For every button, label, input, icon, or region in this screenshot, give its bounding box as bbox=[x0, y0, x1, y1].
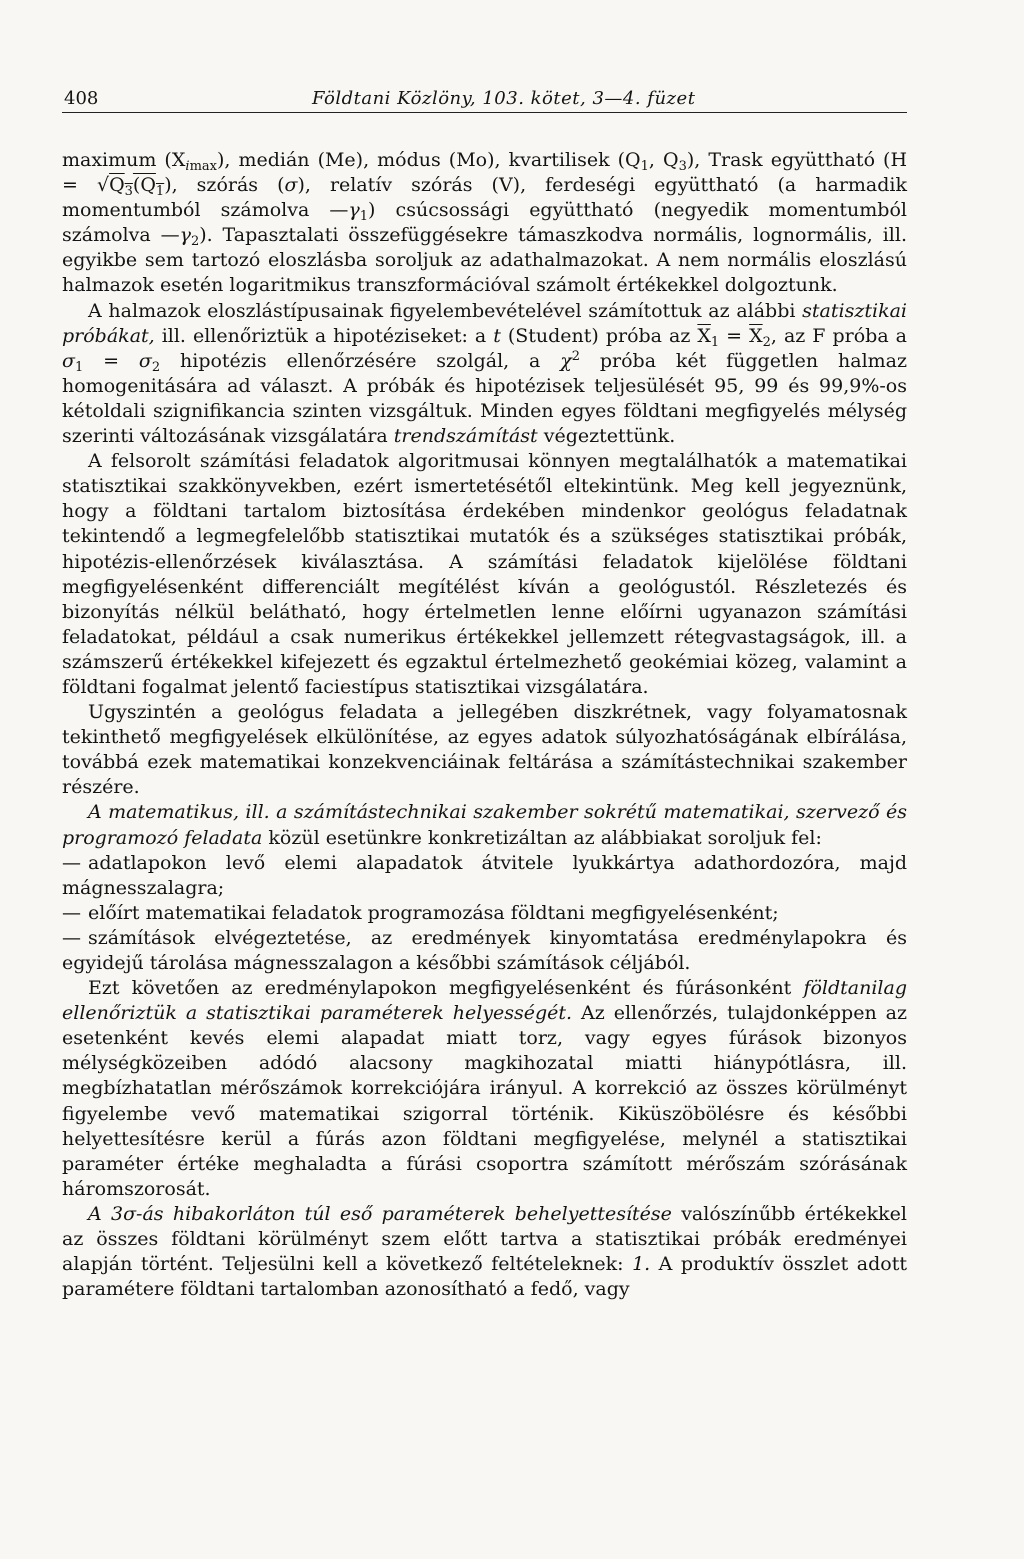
journal-title: Földtani Közlöny, 103. kötet, 3—4. füzet bbox=[312, 88, 696, 109]
paragraph-statistical-tests: A halmazok eloszlástípusainak figyelembevételével számítottuk az alábbi statisztikai próbákat, ill. ellenőriztük a hipotéziseket: a t (Student) próba az $\overline{X}_1 = \overline{X}_2$, az F próba a $\sigma_1 = \sigma_2$ hipotézis ellenőrzésére szolgál, a $\chi^2$ próba két független halmaz homogenitására ad választ. A próbák és hipotézisek teljesülését 95, 99 és 99,9%-os kétoldali szignifikancia szinten vizsgáltuk. Minden egyes földtani megfigyelés mélység szerinti változásának vizsgálatára trendszámítást végeztettünk. bbox=[62, 299, 908, 448]
list-item bbox=[62, 851, 907, 901]
list-item-text: előírt matematikai feladatok programozása földtani megfigyelésenként; bbox=[88, 901, 779, 924]
paragraph-substitution: A 3σ-ás hibakorláton túl eső paraméterek behelyettesítése valószínűbb értékekkel az összes földtani körülményt szem előtt tartva a statisztikai próbák eredményei alapján történt. Teljesülni kell a következő feltételeknek: 1. A produktív összlet adott paramétere földtani tartalomban azonosítható a fedő, vagy bbox=[62, 1202, 907, 1301]
paragraph-algorithms: A felsorolt számítási feladatok algoritmusai könnyen megtalálhatók a matematikai statisztikai szakkönyvekben, ezért ismertetésétől eltekintünk. Meg kell jegyeznünk, hogy a földtani tartalom biztosítása érdekében mindenkor geológus feladatnak tekintendő a legmegfelelőbb statisztikai mutatók és a szükséges statisztikai próbák, hipotézis-ellenőrzések kiválasztása. A számítási feladatok kijelölése földtani megfigyelésenként differenciált megítélést kíván a geológustól. Részletezés és bizonyítás nélkül belátható, hogy értelmetlen lenne előírni ugyanazon számítási feladatokat, például a csak numerikus értékekkel jellemzett rétegvastagságok, ill. a számszerű értékekkel kifejezett és egzaktul értelmezhető geokémiai közeg, valamint a földtani fogalmat jelentő faciestípus statisztikai vizsgálatára. bbox=[62, 450, 907, 698]
dash-marker: — bbox=[62, 926, 81, 949]
list-item-text: adatlapokon levő elemi alapadatok átvitele lyukkártya adathordozóra, majd mágnesszalagra; bbox=[62, 851, 907, 899]
list-item bbox=[62, 926, 907, 976]
dash-marker: — bbox=[62, 851, 81, 874]
list-item-text: számítások elvégeztetése, az eredmények kinyomtatása eredménylapokra és egyidejű tárolása mágnesszalagon a későbbi számítások céljából. bbox=[62, 926, 907, 974]
paragraph-geologist-task: Ugyszintén a geológus feladata a jellegében diszkrétnek, vagy folyamatosnak tekinthető megfigyelések elkülönítése, az egyes adatok súlyozhatóságának elbírálása, továbbá ezek matematikai konzekvenciáinak feltárása a számítástechnikai szakember részére. bbox=[62, 701, 907, 799]
paragraph-verification: Ezt követően az eredménylapokon megfigyelésenként és fúrásonként földtanilag ellenőriztük a statisztikai paraméterek helyességét. Az ellenőrzés, tulajdonképpen az esetenként kevés elemi alapadat miatt torz, vagy egyes fúrások bizonyos mélységközeiben adódó alacsony magkihozatal miatti hiánypótlásra, ill. megbízhatatlan mérőszámok korrekciójára irányul. A korrekció az összes körülményt figyelembe vevő matematikai szigorral történik. Kiküszöbölésre és későbbi helyettesítésre kerül a fúrás azon földtani megfigyelése, melynél a statisztikai paraméter értéke meghaladta a fúrási csoportra számított mérőszám szórásának háromszorosát. bbox=[62, 977, 907, 1200]
running-head bbox=[62, 84, 907, 113]
paragraph-statistics-list: maximum $(X_{imax})$, medián (Me), módus (Mo), kvartilisek ($Q_1$, $Q_3$), Trask együttható ($H = √Q_3(Q_1)$, szórás (σ), relatív szórás (V), ferdeségi együttható (a harmadik momentumból számolva $—\gamma_1$) csúcsossági együttható (negyedik momentumból számolva $—\gamma_2$). Tapasztalati összefüggésekre támaszkodva normális, lognormális, ill. egyikbe sem tartozó eloszlásba soroljuk az adathalmazokat. A nem normális eloszlású halmazok esetén logaritmikus transzformációval számolt értékekkel dolgoztunk. bbox=[62, 149, 908, 297]
paragraph-mathematician-task: A matematikus, ill. a számítástechnikai szakember sokrétű matematikai, szervező és programozó feladata közül esetünkre konkretizáltan az alábbiakat soroljuk fel: bbox=[62, 801, 907, 849]
page-number: 408 bbox=[64, 88, 99, 109]
list-item bbox=[62, 901, 907, 926]
body-text bbox=[62, 148, 907, 1302]
dash-marker: — bbox=[62, 901, 81, 924]
